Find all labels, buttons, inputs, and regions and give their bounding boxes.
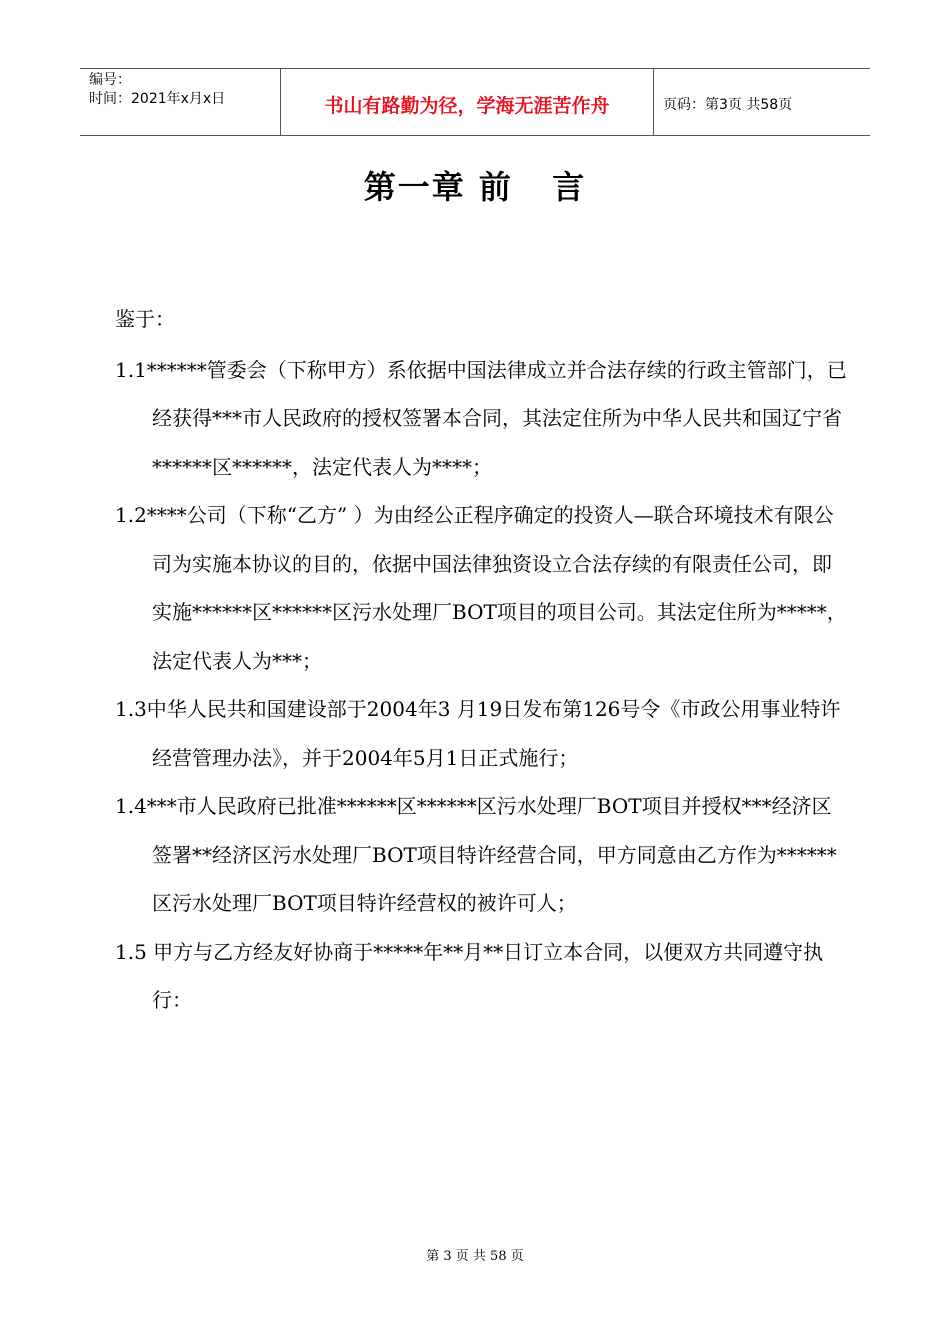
clause-1-4: 1.4***市人民政府已批准******区******区污水处理厂BOT项目并授权***经济区签署**经济区污水处理厂BOT项目特许经营合同，甲方同意由乙方作为******区污水处理厂BOT项目特许经营权的被许可人； xyxy=(115,794,837,915)
header-meta-cell xyxy=(80,69,281,135)
clause-1-3: 1.3中华人民共和国建设部于2004年3 月19日发布第126号令《市政公用事业特许经营管理办法》，并于2004年5月1日正式施行； xyxy=(115,697,841,770)
page-footer: 第 3 页 共 58 页 xyxy=(426,1249,524,1264)
clause-1-1: 1.1******管委会（下称甲方）系依据中国法律成立并合法存续的行政主管部门，已经获得***市人民政府的授权签署本合同，其法定住所为中华人民共和国辽宁省******区******，法定代表人为****； xyxy=(115,357,847,479)
document-date: 时间：2021年x月x日 xyxy=(89,91,226,107)
clause-1-5: 1.5 甲方与乙方经友好协商于*****年**月**日订立本合同，以便双方共同遵守执行： xyxy=(115,939,824,1012)
clause-1-2: 1.2****公司（下称“乙方” ）为由经公正程序确定的投资人—联合环境技术有限公司为实施本协议的目的，依据中国法律独资设立合法存续的有限责任公司，即实施******区******区污水处理厂BOT项目的项目公司。其法定住所为*****，法定代表人为***； xyxy=(115,503,847,673)
document-body xyxy=(115,295,850,1025)
header-motto: 书山有路勤为径，学海无涯苦作舟 xyxy=(281,69,654,135)
header-page-info: 页码：第3页 共58页 xyxy=(663,97,793,113)
chapter-title: 第一章 前 言 xyxy=(363,168,587,206)
document-number-label: 编号： xyxy=(89,72,131,88)
intro-text: 鉴于： xyxy=(115,307,175,331)
page-header xyxy=(80,68,870,136)
